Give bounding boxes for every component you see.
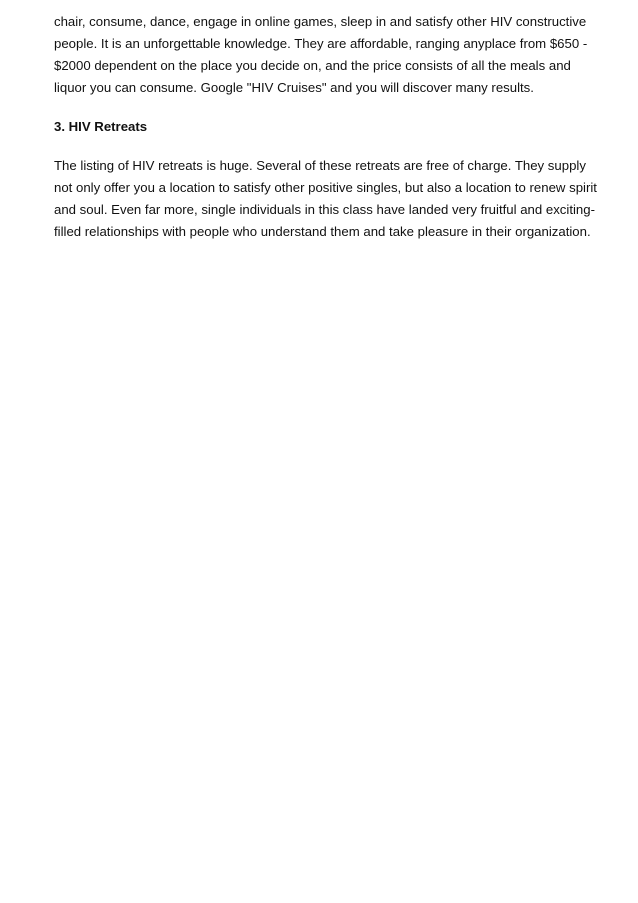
paragraph-line: people. It is an unforgettable knowledge. They are affordable, ranging anyplace from $650 -	[54, 36, 588, 51]
paragraph-line: chair, consume, dance, engage in online games, sleep in and satisfy other HIV constructive	[54, 14, 587, 29]
paragraph-line: filled relationships with people who understand them and take pleasure in their organization.	[54, 224, 591, 239]
paragraph-line: liquor you can consume. Google "HIV Cruises" and you will discover many results.	[54, 80, 534, 95]
spacer	[54, 99, 594, 116]
paragraph-cruises	[54, 11, 594, 99]
spacer	[54, 138, 594, 155]
paragraph-line: and soul. Even far more, single individuals in this class have landed very fruitful and exciting-	[54, 202, 595, 217]
paragraph-line: The listing of HIV retreats is huge. Several of these retreats are free of charge. They supply	[54, 158, 586, 173]
paragraph-line: $2000 dependent on the place you decide on, and the price consists of all the meals and	[54, 58, 571, 73]
document-body	[54, 11, 597, 243]
section-heading: 3. HIV Retreats	[54, 119, 148, 134]
paragraph-retreats	[54, 155, 597, 243]
paragraph-line: not only offer you a location to satisfy other positive singles, but also a location to renew spirit	[54, 180, 597, 195]
